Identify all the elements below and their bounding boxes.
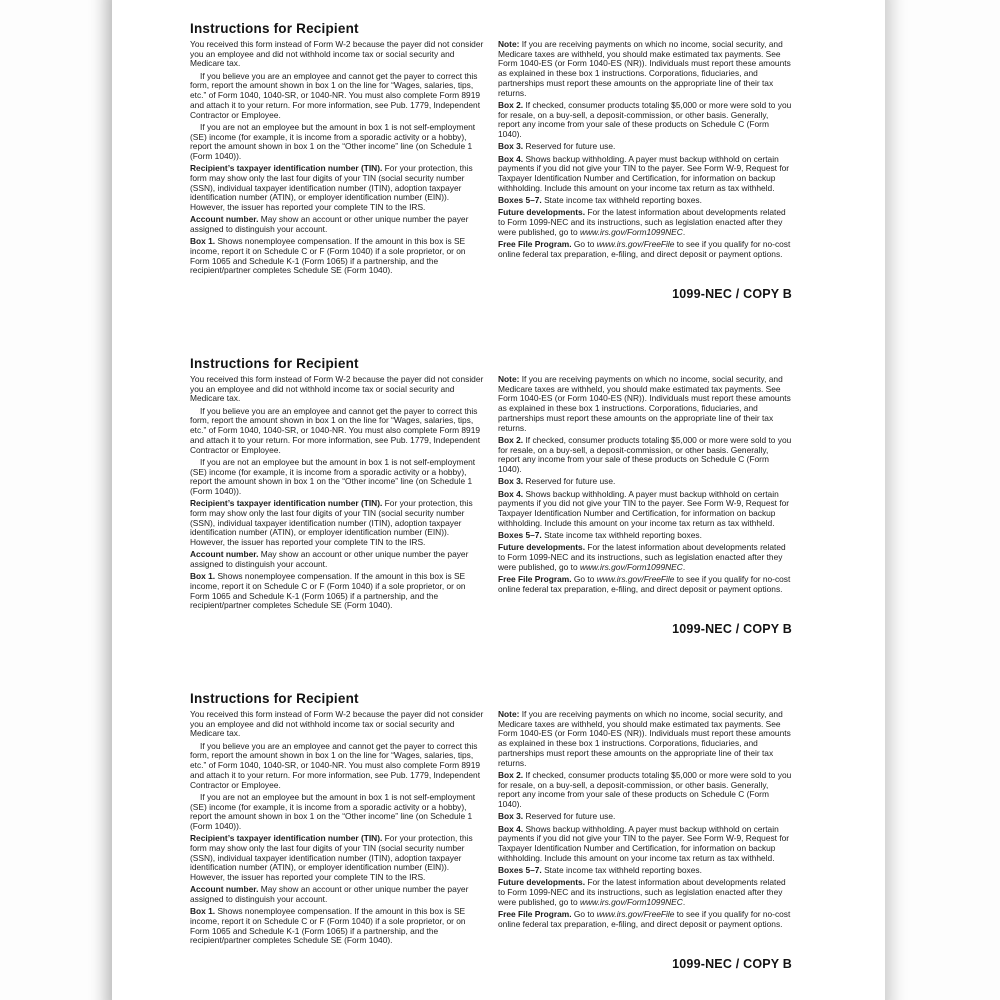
paragraph-tail: .	[682, 896, 686, 907]
intro-paragraph	[190, 40, 484, 69]
free-file-program-paragraph	[498, 240, 792, 259]
paragraph-text: If you are receiving payments on which no income, social security, and Medicare taxes are withheld, you should make estimated tax payments. See Form 1040-ES (or Form 1040-ES (NR)). Individuals must report these amounts as explained in these box 1 instructions. Corporations, fiduciaries, and partnerships must report these amounts on the appropriate line of their tax returns.	[498, 709, 791, 768]
paragraph-text: If you are receiving payments on which no income, social security, and Medicare taxes are withheld, you should make estimated tax payments. See Form 1040-ES (or Form 1040-ES (NR)). Individuals must report these amounts as explained in these box 1 instructions. Corporations, fiduciaries, and partnerships must report these amounts on the appropriate line of their tax returns.	[498, 374, 791, 433]
paragraph-text: If checked, consumer products totaling $5,000 or more were sold to you for resale, on a buy-sell, a deposit-commission, or other basis. Generally, report any income from your sale of these products on Schedule C (Form 1040).	[498, 769, 792, 809]
free-file-program-paragraph	[498, 910, 792, 929]
paragraph-lead: Free File Program.	[498, 238, 572, 249]
box-1-paragraph	[190, 572, 484, 611]
paragraph-lead: Note:	[498, 39, 520, 49]
left-column	[190, 375, 484, 614]
paragraph-text: Shows nonemployee compensation. If the amount in this box is SE income, report it on Schedule C or F (Form 1040) if a sole proprietor, or on Form 1065 and Schedule K-1 (Form 1065) if a partnership, and the recipient/partner completes Schedule SE (Form 1040).	[190, 571, 466, 611]
paragraph-lead: Note:	[498, 709, 520, 719]
paragraph-lead: Recipient’s taxpayer identification number (TIN).	[190, 833, 383, 844]
paragraph-text: If you are not an employee but the amount in box 1 is not self-employment (SE) income (for example, it is income from a sporadic activity or a hobby), report the amount shown in box 1 on the “Other income” line (on Schedule 1 (Form 1040)).	[190, 791, 476, 831]
left-column	[190, 40, 484, 279]
box-4-paragraph	[498, 490, 792, 529]
paragraph-text: May show an account or other unique number the payer assigned to distinguish your account.	[190, 549, 469, 570]
paragraph-text: You received this form instead of Form W-2 because the payer did not consider you an employee and did not withhold income tax or social security and Medicare tax.	[190, 709, 484, 739]
paragraph-text: If checked, consumer products totaling $5,000 or more were sold to you for resale, on a buy-sell, a deposit-commission, or other basis. Generally, report any income from your sale of these products on Schedule C (Form 1040).	[498, 434, 792, 474]
tin-paragraph	[190, 499, 484, 548]
account-number-paragraph	[190, 215, 484, 234]
paragraph-lead: Box 1.	[190, 571, 216, 582]
paragraph-lead: Box 2.	[498, 99, 524, 110]
intro-paragraph	[190, 710, 484, 739]
paragraph-lead: Account number.	[190, 549, 259, 560]
boxes-5-7-paragraph	[498, 196, 792, 206]
box-3-paragraph	[498, 812, 792, 822]
not-employee-paragraph	[190, 123, 484, 162]
paragraph-text: Shows backup withholding. A payer must backup withhold on certain payments if you did not give your TIN to the payer. See Form W-9, Request for Taxpayer Identification Number and Certification, for information on backup withholding. Include this amount on your income tax return as tax withheld.	[498, 823, 790, 863]
paragraph-text: Go to	[571, 573, 597, 584]
paragraph-text: For your protection, this form may show only the last four digits of your TIN (social security number (SSN), individual taxpayer identification number (ITIN), adoption taxpayer identification number (ATIN), or employer identification number (EIN)). However, the issuer has reported your complete TIN to the IRS.	[190, 833, 473, 883]
paragraph-text: If you believe you are an employee and cannot get the payer to correct this form, report the amount shown in box 1 on the line for “Wages, salaries, tips, etc.” of Form 1040, 1040-SR, or 1040-NR. You must also complete Form 8919 and attach it to your return. For more information, see Pub. 1779, Independent Contractor or Employee.	[190, 740, 481, 790]
box-4-paragraph	[498, 825, 792, 864]
paragraph-lead: Box 3.	[498, 811, 524, 822]
paragraph-lead: Future developments.	[498, 207, 586, 218]
box-3-paragraph	[498, 142, 792, 152]
section-title: Instructions for Recipient	[190, 21, 359, 36]
employee-correction-paragraph	[190, 72, 484, 121]
paragraph-text: You received this form instead of Form W-2 because the payer did not consider you an employee and did not withhold income tax or social security and Medicare tax.	[190, 374, 484, 404]
paragraph-lead: Recipient’s taxpayer identification number (TIN).	[190, 498, 383, 509]
instructions-for-recipient-section	[190, 22, 792, 301]
section-title: Instructions for Recipient	[190, 691, 359, 706]
paragraph-lead: Box 4.	[498, 153, 524, 164]
paragraph-text: If checked, consumer products totaling $5,000 or more were sold to you for resale, on a buy-sell, a deposit-commission, or other basis. Generally, report any income from your sale of these products on Schedule C (Form 1040).	[498, 99, 792, 139]
paragraph-tail: to see if you qualify for no-cost online federal tax preparation, e-filing, and direct deposit or payment options.	[498, 238, 791, 259]
paragraph-text: If you are not an employee but the amount in box 1 is not self-employment (SE) income (for example, it is income from a sporadic activity or a hobby), report the amount shown in box 1 on the “Other income” line (on Schedule 1 (Form 1040)).	[190, 121, 476, 161]
box-2-paragraph	[498, 436, 792, 475]
future-developments-paragraph	[498, 543, 792, 572]
paragraph-text: Reserved for future use.	[523, 141, 616, 152]
paragraph-lead: Note:	[498, 374, 520, 384]
tin-paragraph	[190, 834, 484, 883]
section-title: Instructions for Recipient	[190, 356, 359, 371]
paragraph-text: If you are not an employee but the amount in box 1 is not self-employment (SE) income (for example, it is income from a sporadic activity or a hobby), report the amount shown in box 1 on the “Other income” line (on Schedule 1 (Form 1040)).	[190, 456, 476, 496]
paragraph-lead: Box 4.	[498, 488, 524, 499]
paragraph-text: Shows backup withholding. A payer must backup withhold on certain payments if you did not give your TIN to the payer. See Form W-9, Request for Taxpayer Identification Number and Certification, for information on backup withholding. Include this amount on your income tax return as tax withheld.	[498, 488, 790, 528]
boxes-5-7-paragraph	[498, 531, 792, 541]
account-number-paragraph	[190, 885, 484, 904]
paragraph-tail: to see if you qualify for no-cost online federal tax preparation, e-filing, and direct deposit or payment options.	[498, 573, 791, 594]
paragraph-lead: Recipient’s taxpayer identification number (TIN).	[190, 163, 383, 174]
instructions-for-recipient-section	[190, 692, 792, 971]
form-copy-label: 1099-NEC / COPY B	[672, 622, 792, 636]
paragraph-text: May show an account or other unique number the payer assigned to distinguish your account.	[190, 214, 469, 235]
paragraph-text: Reserved for future use.	[523, 811, 616, 822]
paragraph-text: Go to	[571, 908, 597, 919]
irs-url-text: www.irs.gov/Form1099NEC	[579, 561, 683, 572]
paragraph-lead: Box 2.	[498, 434, 524, 445]
tin-paragraph	[190, 164, 484, 213]
right-column	[498, 40, 792, 262]
paragraph-lead: Box 2.	[498, 769, 524, 780]
not-employee-paragraph	[190, 793, 484, 832]
paragraph-lead: Future developments.	[498, 877, 586, 888]
two-column-text	[190, 375, 792, 615]
form-copy-label: 1099-NEC / COPY B	[672, 287, 792, 301]
paragraph-text: For your protection, this form may show only the last four digits of your TIN (social security number (SSN), individual taxpayer identification number (ITIN), adoption taxpayer identification number (ATIN), or employer identification number (EIN)). However, the issuer has reported your complete TIN to the IRS.	[190, 498, 473, 548]
paragraph-text: State income tax withheld reporting boxes.	[541, 194, 702, 205]
paragraph-lead: Box 1.	[190, 906, 216, 917]
irs-url-text: www.irs.gov/FreeFile	[596, 908, 675, 919]
intro-paragraph	[190, 375, 484, 404]
employee-correction-paragraph	[190, 407, 484, 456]
paragraph-lead: Free File Program.	[498, 908, 572, 919]
right-column	[498, 375, 792, 597]
irs-url-text: www.irs.gov/Form1099NEC	[579, 226, 683, 237]
paragraph-text: If you believe you are an employee and cannot get the payer to correct this form, report the amount shown in box 1 on the line for “Wages, salaries, tips, etc.” of Form 1040, 1040-SR, or 1040-NR. You must also complete Form 8919 and attach it to your return. For more information, see Pub. 1779, Independent Contractor or Employee.	[190, 70, 481, 120]
left-column	[190, 710, 484, 949]
free-file-program-paragraph	[498, 575, 792, 594]
form-copy-label: 1099-NEC / COPY B	[672, 957, 792, 971]
paragraph-lead: Account number.	[190, 884, 259, 895]
irs-url-text: www.irs.gov/FreeFile	[596, 238, 675, 249]
right-column	[498, 710, 792, 932]
paragraph-text: May show an account or other unique number the payer assigned to distinguish your account.	[190, 884, 469, 905]
paragraph-text: State income tax withheld reporting boxes.	[541, 529, 702, 540]
paragraph-tail: to see if you qualify for no-cost online federal tax preparation, e-filing, and direct deposit or payment options.	[498, 908, 791, 929]
future-developments-paragraph	[498, 878, 792, 907]
paragraph-text: You received this form instead of Form W-2 because the payer did not consider you an employee and did not withhold income tax or social security and Medicare tax.	[190, 39, 484, 69]
not-employee-paragraph	[190, 458, 484, 497]
two-column-text	[190, 40, 792, 280]
paragraph-tail: .	[682, 226, 686, 237]
paragraph-lead: Boxes 5–7.	[498, 529, 542, 540]
box-1-paragraph	[190, 237, 484, 276]
two-column-text	[190, 710, 792, 950]
paragraph-text: For the latest information about developments related to Form 1099-NEC and its instructions, such as legislation enacted after they were published, go to	[498, 542, 786, 572]
paragraph-tail: .	[682, 561, 686, 572]
paragraph-lead: Box 4.	[498, 823, 524, 834]
paragraph-lead: Box 3.	[498, 476, 524, 487]
note-paragraph	[498, 710, 792, 768]
paragraph-lead: Free File Program.	[498, 573, 572, 584]
form-sheet	[112, 0, 885, 1000]
box-1-paragraph	[190, 907, 484, 946]
box-4-paragraph	[498, 155, 792, 194]
paragraph-lead: Account number.	[190, 214, 259, 225]
paragraph-text: Shows backup withholding. A payer must backup withhold on certain payments if you did not give your TIN to the payer. See Form W-9, Request for Taxpayer Identification Number and Certification, for information on backup withholding. Include this amount on your income tax return as tax withheld.	[498, 153, 790, 193]
paragraph-lead: Box 3.	[498, 141, 524, 152]
paragraph-lead: Boxes 5–7.	[498, 864, 542, 875]
irs-url-text: www.irs.gov/FreeFile	[596, 573, 675, 584]
paragraph-text: If you are receiving payments on which no income, social security, and Medicare taxes are withheld, you should make estimated tax payments. See Form 1040-ES (or Form 1040-ES (NR)). Individuals must report these amounts as explained in these box 1 instructions. Corporations, fiduciaries, and partnerships must report these amounts on the appropriate line of their tax returns.	[498, 39, 791, 98]
paragraph-text: State income tax withheld reporting boxes.	[541, 864, 702, 875]
note-paragraph	[498, 375, 792, 433]
account-number-paragraph	[190, 550, 484, 569]
box-2-paragraph	[498, 771, 792, 810]
box-2-paragraph	[498, 101, 792, 140]
paragraph-text: Shows nonemployee compensation. If the amount in this box is SE income, report it on Schedule C or F (Form 1040) if a sole proprietor, or on Form 1065 and Schedule K-1 (Form 1065) if a partnership, and the recipient/partner completes Schedule SE (Form 1040).	[190, 236, 466, 276]
paragraph-lead: Boxes 5–7.	[498, 194, 542, 205]
note-paragraph	[498, 40, 792, 98]
paragraph-text: For the latest information about developments related to Form 1099-NEC and its instructions, such as legislation enacted after they were published, go to	[498, 877, 786, 907]
paragraph-lead: Future developments.	[498, 542, 586, 553]
irs-url-text: www.irs.gov/Form1099NEC	[579, 896, 683, 907]
paragraph-text: For the latest information about developments related to Form 1099-NEC and its instructions, such as legislation enacted after they were published, go to	[498, 207, 786, 237]
paragraph-text: Go to	[571, 238, 597, 249]
instructions-for-recipient-section	[190, 357, 792, 636]
boxes-5-7-paragraph	[498, 866, 792, 876]
paragraph-text: If you believe you are an employee and cannot get the payer to correct this form, report the amount shown in box 1 on the line for “Wages, salaries, tips, etc.” of Form 1040, 1040-SR, or 1040-NR. You must also complete Form 8919 and attach it to your return. For more information, see Pub. 1779, Independent Contractor or Employee.	[190, 405, 481, 455]
future-developments-paragraph	[498, 208, 792, 237]
paragraph-text: Reserved for future use.	[523, 476, 616, 487]
employee-correction-paragraph	[190, 742, 484, 791]
paragraph-lead: Box 1.	[190, 236, 216, 247]
paragraph-text: For your protection, this form may show only the last four digits of your TIN (social security number (SSN), individual taxpayer identification number (ITIN), adoption taxpayer identification number (ATIN), or employer identification number (EIN)). However, the issuer has reported your complete TIN to the IRS.	[190, 163, 473, 213]
box-3-paragraph	[498, 477, 792, 487]
paragraph-text: Shows nonemployee compensation. If the amount in this box is SE income, report it on Schedule C or F (Form 1040) if a sole proprietor, or on Form 1065 and Schedule K-1 (Form 1065) if a partnership, and the recipient/partner completes Schedule SE (Form 1040).	[190, 906, 466, 946]
